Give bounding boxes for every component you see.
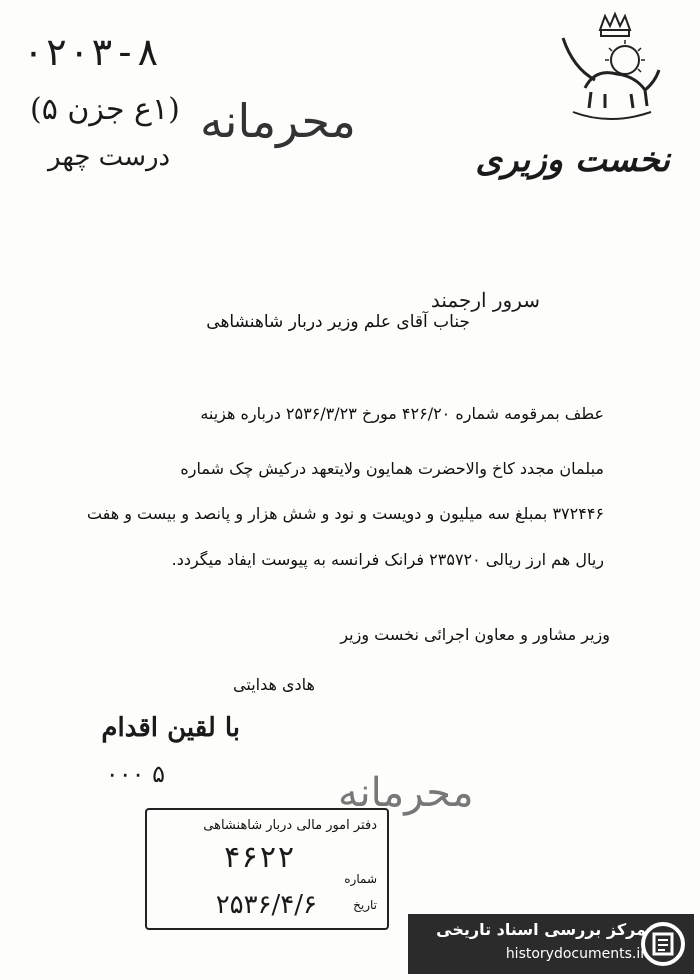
signer-name: هادی هدایتی: [233, 675, 315, 694]
handwritten-reference-note: درست چهر: [48, 142, 171, 172]
letter-body-line: ریال هم ارز ریالی ۲۳۵۷۲۰ فرانک فرانسه به پیوست ایفاد میگردد.: [171, 550, 604, 569]
faded-confidential-stamp: محرمانه: [338, 770, 474, 816]
lion-and-sun-emblem-icon: [555, 8, 665, 128]
watermark-url: historydocuments.ir: [505, 946, 646, 962]
letter-body-line: مبلمان مجدد کاخ والاحضرت همایون ولایتعهد درکیش چک شماره: [180, 459, 604, 478]
receipt-number: ۴۶۲۲: [222, 840, 295, 875]
handwritten-margin-note: ۵ ۰۰۰: [105, 760, 165, 788]
handwritten-action-note: با لقین اقدام: [101, 713, 240, 743]
receipt-date: ۲۵۳۶/۴/۶: [215, 890, 317, 920]
handwritten-reference-code: (۱ع جزن ۵): [30, 92, 180, 127]
watermark-org-name: مرکز بررسی اسناد تاریخی: [436, 920, 646, 939]
receipt-date-label: تاریخ: [353, 898, 377, 912]
receipt-office: دفتر امور مالی دربار شاهنشاهی: [203, 818, 377, 833]
signer-title: وزیر مشاور و معاون اجرائی نخست وزیر: [340, 625, 610, 644]
receipt-number-label: شماره: [344, 872, 377, 886]
addressee-line: جناب آقای علم وزیر دربار شاهنشاهی: [206, 312, 470, 332]
prime-ministry-label: نخست وزیری: [475, 140, 670, 180]
letter-body-line: عطف بمرقومه شماره ۴۲۶/۲۰ مورخ ۲۵۳۶/۳/۲۳ درباره هزینه: [200, 404, 604, 423]
confidential-stamp: محرمانه: [200, 94, 356, 148]
letter-body-line: ۳۷۲۴۴۶ بمبلغ سه میلیون و دویست و نود و شش هزار و پانصد و بیست و هفت: [86, 504, 604, 523]
handwritten-salutation: سرور ارجمند: [430, 288, 540, 312]
archive-logo-icon: [640, 918, 686, 970]
handwritten-reference-number: ۰۲۰۳-۸: [22, 30, 160, 74]
receipt-stamp: [145, 808, 389, 930]
watermark: [408, 914, 694, 974]
